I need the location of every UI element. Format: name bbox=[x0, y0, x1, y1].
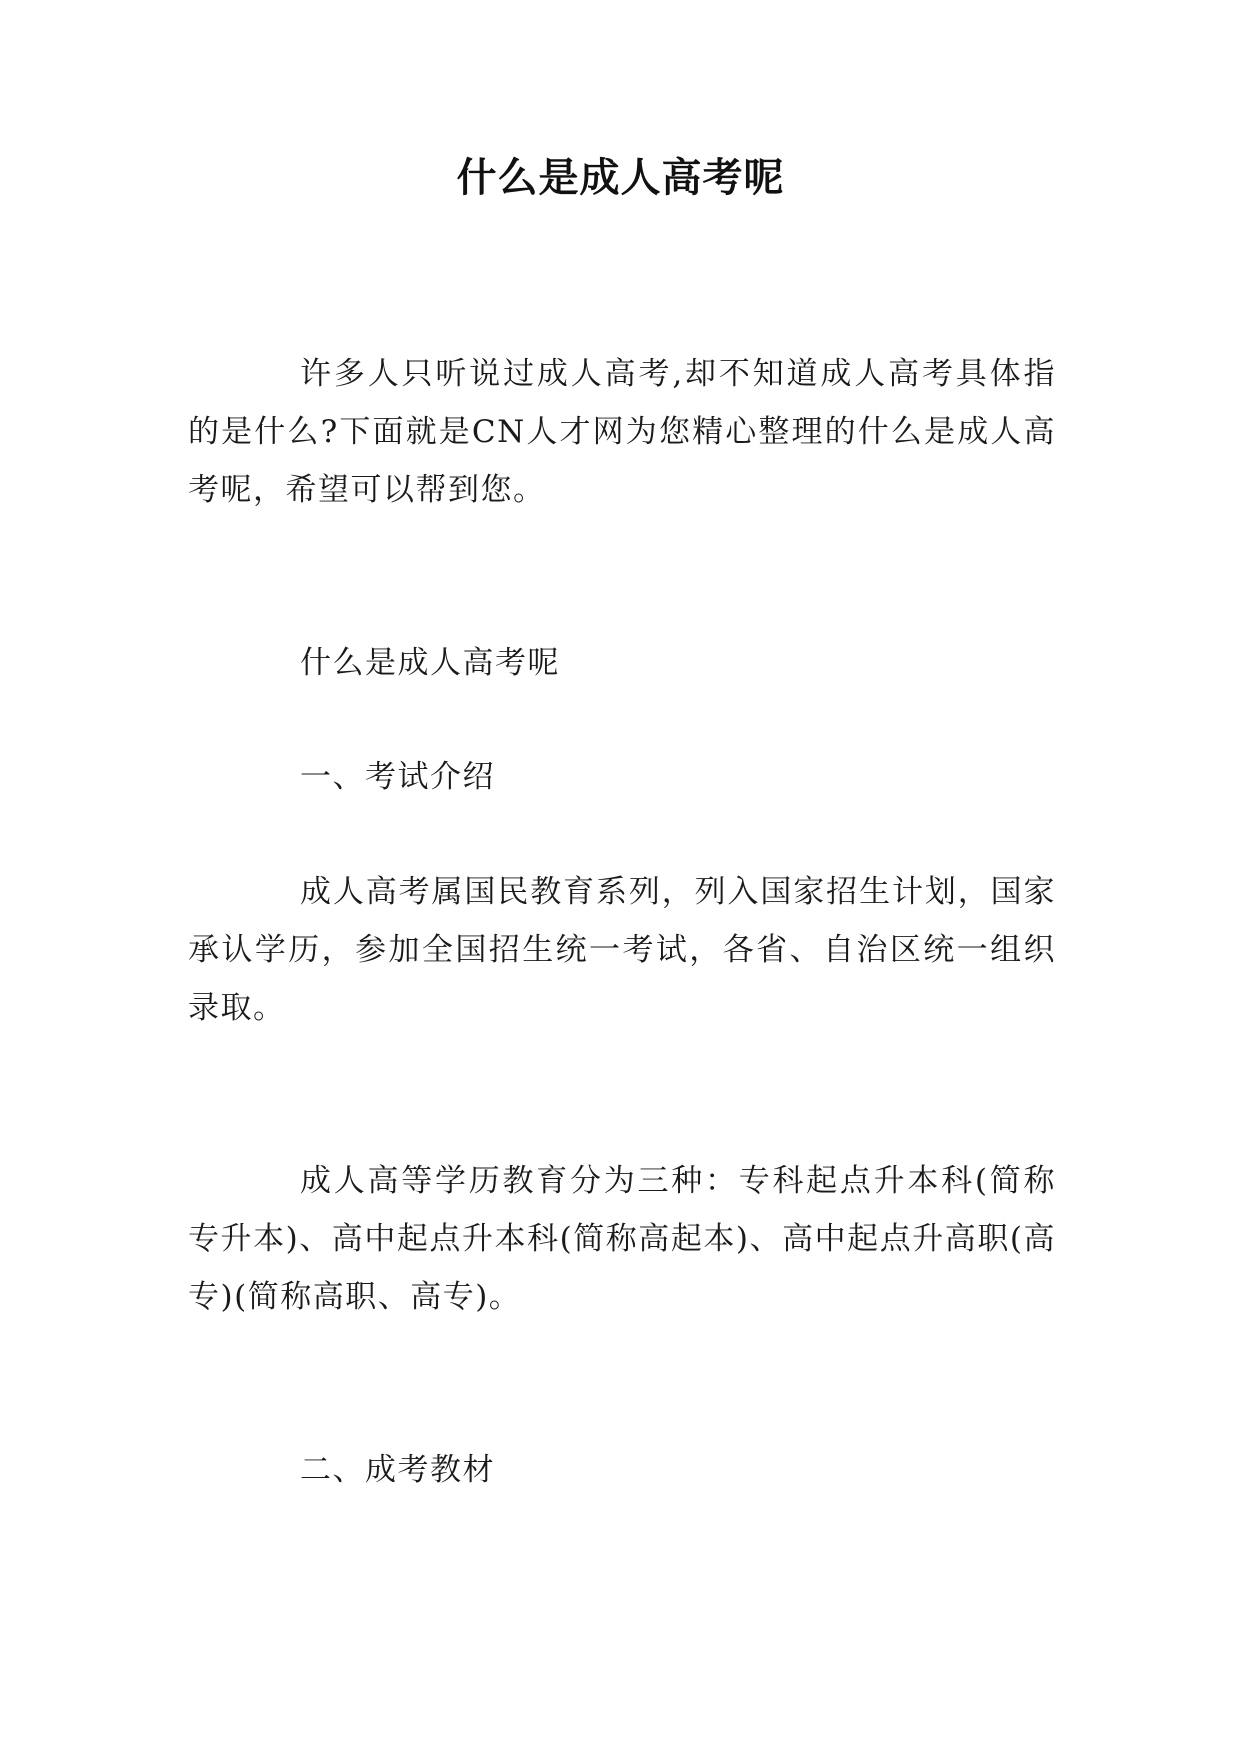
document-title: 什么是成人高考呢 bbox=[456, 155, 785, 201]
intro-paragraph: 许多人只听说过成人高考,却不知道成人高考具体指的是什么?下面就是CN人才网为您精心整理的什么是成人高考呢，希望可以帮到您。 bbox=[188, 356, 1056, 508]
subheading-what-is: 什么是成人高考呢 bbox=[300, 645, 560, 681]
exam-intro-paragraph: 成人高考属国民教育系列，列入国家招生计划，国家承认学历，参加全国招生统一考试，各省、自治区统一组织录取。 bbox=[188, 874, 1056, 1026]
education-types-paragraph: 成人高等学历教育分为三种：专科起点升本科(简称专升本)、高中起点升本科(简称高起本)、高中起点升高职(高专)(简称高职、高专)。 bbox=[188, 1163, 1056, 1315]
section-heading-exam-intro: 一、考试介绍 bbox=[300, 759, 495, 795]
section-heading-textbooks: 二、成考教材 bbox=[300, 1452, 495, 1488]
